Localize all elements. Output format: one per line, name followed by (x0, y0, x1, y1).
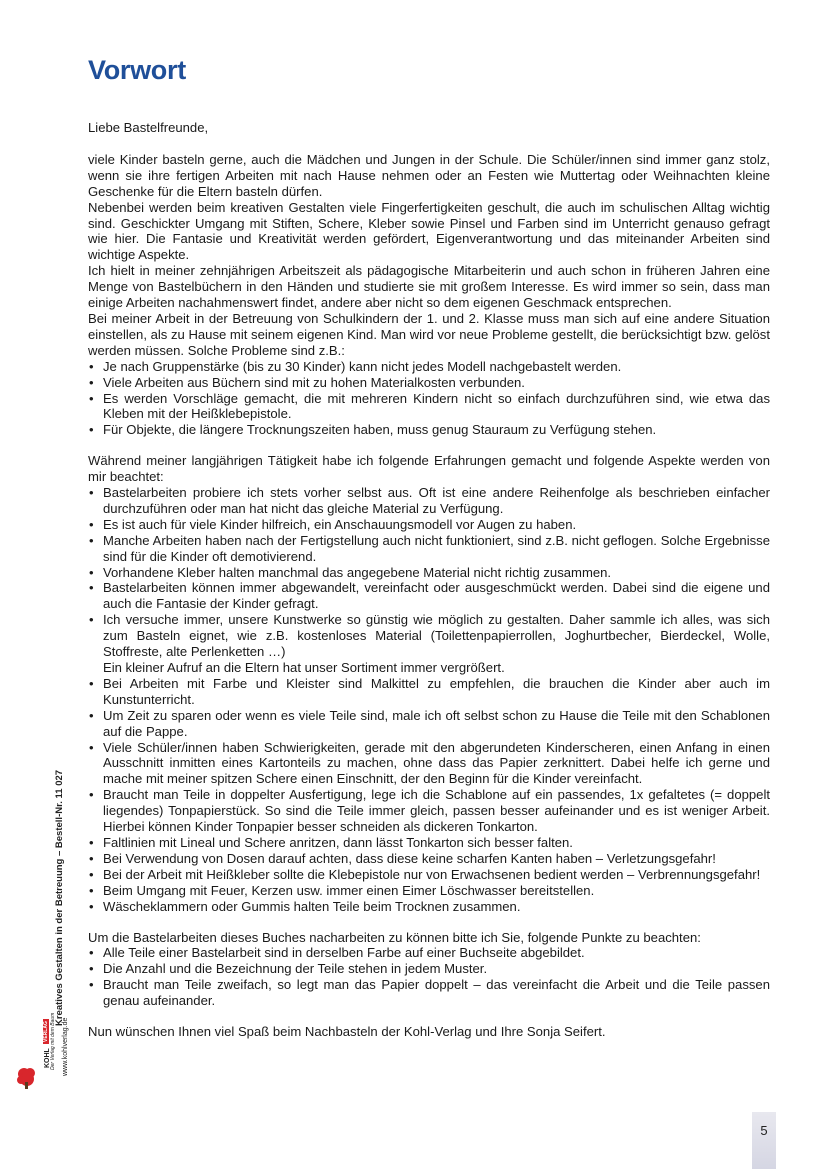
list-item: • Viele Schüler/innen haben Schwierigkeiten, gerade mit den abgerundeten Kinderscheren, einen Anfang in einen Ausschnitt inmitten eines Kartonteils zu machen, ohne dass das Papier zerknittert. Dabei helfe ich gerne und mache mit meiner spitzen Schere einen Einschnitt, der den Beginn für die Kinder vereinfacht. (89, 739, 770, 787)
rules-intro: Um die Bastelarbeiten dieses Buches nacharbeiten zu können bitte ich Sie, folgende Punkte zu beachten: (88, 929, 701, 945)
logo-text: KOHL (44, 1048, 51, 1068)
page-number-tab (752, 1112, 776, 1169)
bullet-icon: • (89, 564, 94, 580)
bullet-icon: • (89, 532, 94, 548)
list-item: • Beim Umgang mit Feuer, Kerzen usw. immer einen Eimer Löschwasser bereitstellen. (89, 882, 595, 898)
greeting: Liebe Bastelfreunde, (88, 120, 209, 135)
intro-paragraph: Ich hielt in meiner zehnjährigen Arbeitszeit als pädagogische Mitarbeiterin und auch schon in früheren Jahren eine Menge von Bastelbüchern in den Händen und studierte sie mit großem Interesse. Es wird immer so sein, dass man einige Arbeiten nachahmenswert findet, andere aber nicht so dem eigenen Geschmack entsprechen. (88, 263, 770, 311)
closing: Nun wünschen Ihnen viel Spaß beim Nachbasteln der Kohl-Verlag und Ihre Sonja Seifert. (88, 1024, 606, 1040)
bullet-icon: • (89, 580, 94, 596)
list-item: • Es werden Vorschläge gemacht, die mit mehreren Kindern nicht so einfach durchzuführen sind, wie etwa das Kleben mit der Heißklebepistole. (89, 390, 770, 422)
list-item: • Ich versuche immer, unsere Kunstwerke so günstig wie möglich zu gestalten. Daher sammle ich alles, was sich zum Basteln eignet, wie z.B. kostenloses Material (Toilettenpapierrollen, Joghurtbecher, Bierdeckel, Wolle, Stoffreste, alte Perlenketten …) Ein kleiner Aufruf an die Eltern hat unser Sortiment immer vergrößert. (89, 612, 770, 675)
document-body (88, 120, 770, 1040)
bullet-icon: • (89, 390, 94, 406)
list-item: • Bei Arbeiten mit Farbe und Kleister sind Malkittel zu empfehlen, die brauchen die Kinder aber auch im Kunstunterricht. (89, 675, 770, 707)
bullet-icon: • (89, 675, 94, 691)
bullet-icon: • (89, 612, 94, 628)
page-title: Vorwort (88, 55, 186, 85)
list-item: • Es ist auch für viele Kinder hilfreich, ein Anschauungsmodell vor Augen zu haben. (89, 516, 577, 532)
intro-paragraph: viele Kinder basteln gerne, auch die Mädchen und Jungen in der Schule. Die Schüler/innen sind immer ganz stolz, wenn sie ihre fertigen Arbeiten mit nach Hause nehmen oder an Festen wie Muttertag oder Weihnachten kleine Geschenke für die Eltern basteln dürfen. (88, 151, 770, 199)
problem-list (88, 359, 770, 439)
list-item: • Bastelarbeiten probiere ich stets vorher selbst aus. Oft ist eine andere Reihenfolge als beschrieben einfacher durchzuführen oder man hat nicht das gleiche Material zu Verfügung. (89, 485, 770, 516)
list-item: • Manche Arbeiten haben nach der Fertigstellung auch nicht funktioniert, sind z.B. nicht geflogen. Solche Ergebnisse sind für die Kinder oft demotivierend. (89, 532, 770, 564)
book-title-order-number: Kreatives Gestalten in der Betreuung – Bestell-Nr. 11 027 (54, 769, 65, 1026)
bullet-icon: • (89, 374, 94, 390)
tagline: Der Verlag mit dem Baum (50, 1012, 56, 1070)
tree-mascot-icon (16, 1066, 38, 1090)
list-item: • Die Anzahl und die Bezeichnung der Teile stehen in jedem Muster. (89, 961, 488, 977)
list-item: • Bei der Arbeit mit Heißkleber sollte die Klebepistole nur von Erwachsenen bedient werden – Verbrennungsgefahr! (89, 866, 761, 882)
logo-badge: VERLAG (43, 1021, 49, 1042)
list-item: • Wäscheklammern oder Gummis halten Teile beim Trocknen zusammen. (89, 898, 521, 914)
list-item: • Alle Teile einer Bastelarbeit sind in derselben Farbe auf einer Buchseite abgebildet. (89, 945, 585, 961)
sidebar-tagline-row (50, 750, 70, 1070)
list-item: • Für Objekte, die längere Trocknungszeiten haben, muss genug Stauraum zu Verfügung stehen. (89, 422, 657, 438)
intro-paragraph: Bei meiner Arbeit in der Betreuung von Schulkindern der 1. und 2. Klasse muss man sich auf eine andere Situation einstellen, als zu Hause mit seinem eigenen Kind. Man wird vor neue Probleme gestellt, die berücksichtigt bzw. gelöst werden müssen. Solche Probleme sind z.B.: (88, 310, 770, 358)
list-item: • Um Zeit zu sparen oder wenn es viele Teile sind, male ich oft selbst schon zu Hause die Teile mit den Schablonen auf die Pappe. (89, 707, 770, 739)
list-item: • Braucht man Teile zweifach, so legt man das Papier doppelt – das vereinfacht die Arbeit und die Teile passen genau aufeinander. (89, 977, 770, 1009)
bullet-icon: • (89, 898, 94, 914)
page-number: 5 (760, 1123, 768, 1138)
bullet-icon: • (89, 961, 94, 977)
list-item: • Faltlinien mit Lineal und Schere anritzen, dann lässt Tonkarton sich besser falten. (89, 834, 573, 850)
list-item: • Braucht man Teile in doppelter Ausfertigung, lege ich die Schablone auf ein passendes, 1x gefaltetes (= doppelt liegendes) Tonpapierstück. So sind die Teile immer gleich, passen besser aufeinander und es ist weniger Arbeit. Hierbei können Kinder Tonpapier besser schneiden als dickeren Tonkarton. (89, 787, 770, 835)
list-item: • Vorhandene Kleber halten manchmal das angegebene Material nicht richtig zusammen. (89, 564, 612, 580)
bullet-icon: • (89, 977, 94, 993)
bullet-icon: • (89, 422, 94, 438)
list-item: • Bastelarbeiten können immer abgewandelt, vereinfacht oder ausgeschmückt werden. Dabei sind die eigene und auch die Fantasie der Kinder gefragt. (89, 580, 770, 612)
bullet-icon: • (89, 834, 94, 850)
bullet-icon: • (89, 945, 94, 961)
website-text: www.kohlverlag.de (62, 1017, 69, 1076)
bullet-icon: • (89, 358, 94, 374)
list-item: • Bei Verwendung von Dosen darauf achten, dass diese keine scharfen Kanten haben – Verletzungsgefahr! (89, 850, 716, 866)
bullet-icon: • (89, 882, 94, 898)
intro-paragraph: Nebenbei werden beim kreativen Gestalten viele Fingerfertigkeiten geschult, die auch im schulischen Alltag wichtig sind. Geschickter Umgang mit Stiften, Schere, Kleber sowie Pinsel und Farben sind im Unterricht genauso gefragt wie hier. Die Fantasie und Kreativität werden gefördert, Eigenverantwortung und das miteinander Arbeiten sind wichtige Aspekte. (88, 199, 770, 263)
bullet-icon: • (89, 707, 94, 723)
experience-intro: Während meiner langjährigen Tätigkeit habe ich folgende Erfahrungen gemacht und folgende Aspekte werden von mir beachtet: (88, 453, 770, 485)
bullet-icon: • (89, 485, 94, 501)
bullet-icon: • (89, 850, 94, 866)
bullet-icon: • (89, 787, 94, 803)
experience-note: Ein kleiner Aufruf an die Eltern hat unser Sortiment immer vergrößert. (103, 660, 505, 675)
bullet-icon: • (89, 516, 94, 532)
rules-list (88, 945, 770, 1009)
experience-list (88, 485, 770, 914)
bullet-icon: • (89, 866, 94, 882)
list-item: • Je nach Gruppenstärke (bis zu 30 Kinder) kann nicht jedes Modell nachgebastelt werden. (89, 358, 622, 374)
list-item: • Viele Arbeiten aus Büchern sind mit zu hohen Materialkosten verbunden. (89, 374, 525, 390)
bullet-icon: • (89, 739, 94, 755)
